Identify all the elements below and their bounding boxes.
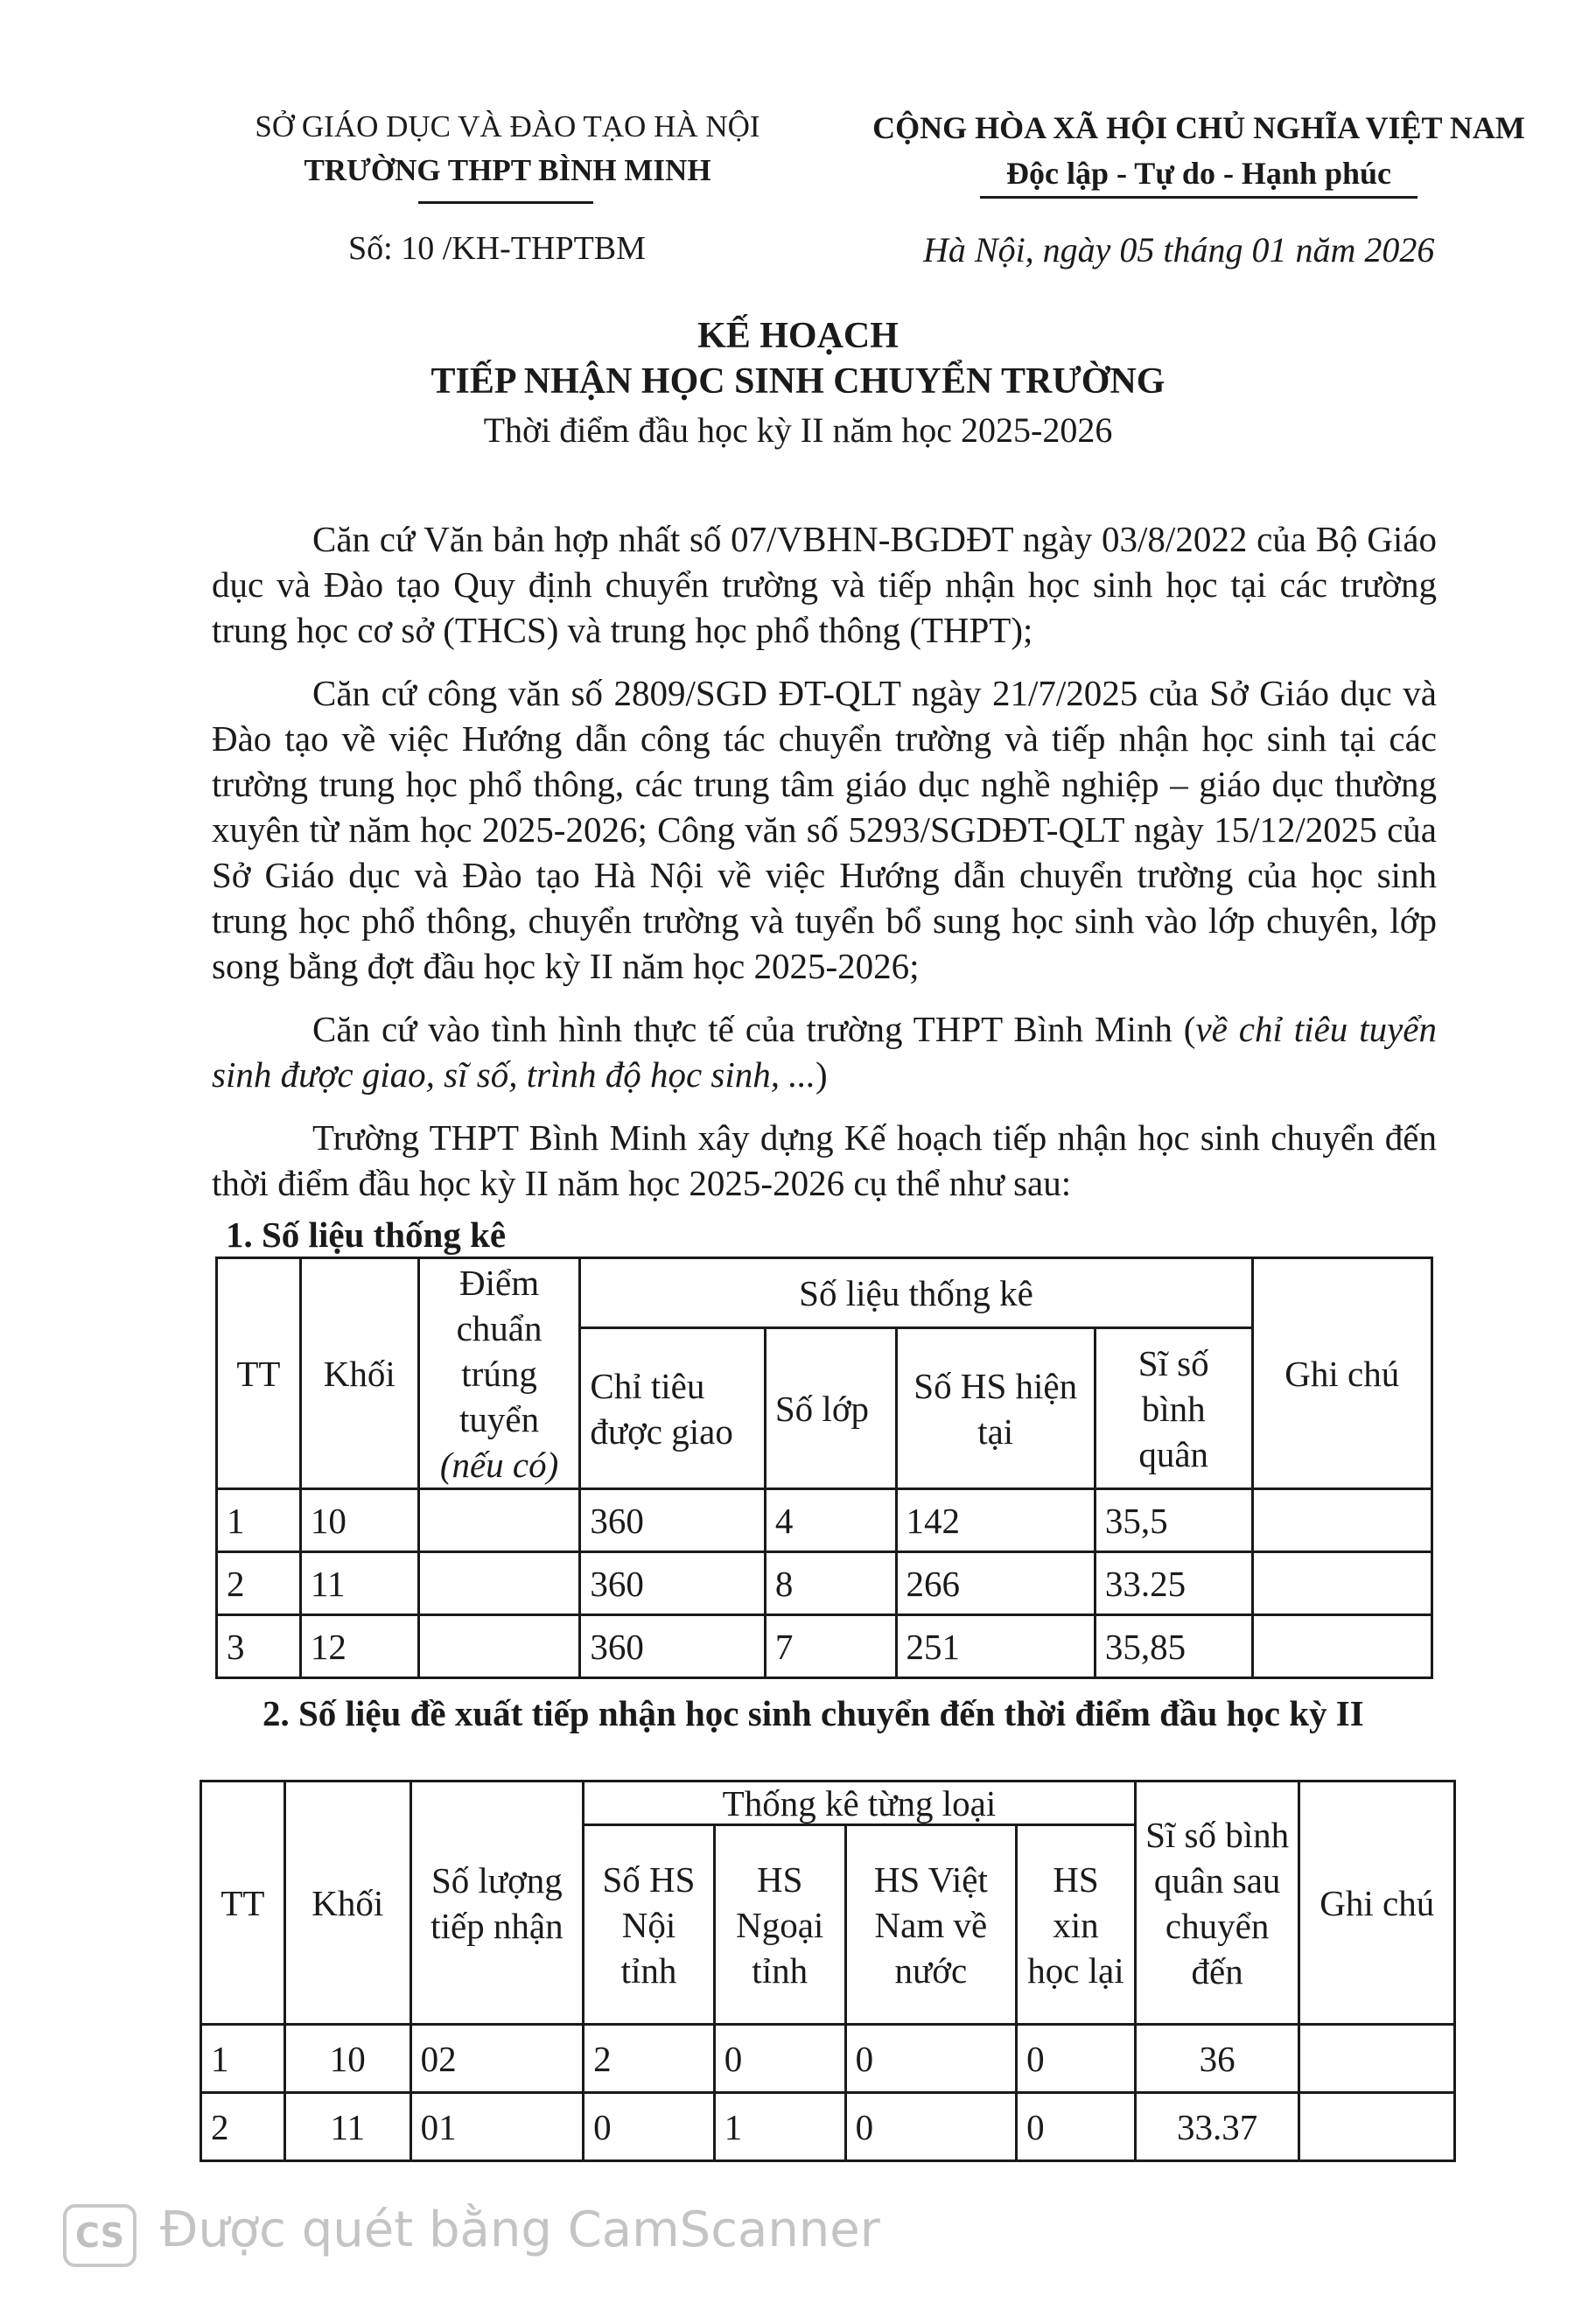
cell-si-so: 33.25 <box>1095 1552 1252 1615</box>
header-so-luong: Số lượng tiếp nhận <box>410 1782 584 2025</box>
cell-khoi: 11 <box>284 2093 410 2161</box>
header-right-rule <box>980 196 1418 199</box>
table-row <box>201 2025 1455 2093</box>
cell-chi-tieu: 360 <box>580 1615 765 1678</box>
cell-viet-nam: 0 <box>845 2025 1016 2093</box>
cell-so-lop: 7 <box>765 1615 896 1678</box>
cell-noi-tinh: 0 <box>584 2093 715 2161</box>
cell-tt: 2 <box>201 2093 285 2161</box>
table-row <box>217 1489 1432 1552</box>
proposal-table <box>200 1780 1456 2162</box>
table-header-row <box>201 1782 1455 1825</box>
document-body <box>212 516 1437 1223</box>
section-1-heading: 1. Số liệu thống kê <box>226 1214 507 1255</box>
cell-chi-tieu: 360 <box>580 1552 765 1615</box>
table-header-row <box>217 1258 1432 1328</box>
document-subject: TIẾP NHẬN HỌC SINH CHUYỂN TRƯỜNG <box>430 361 1166 402</box>
issuing-authority <box>201 105 814 192</box>
cell-xin-hoc-lai: 0 <box>1017 2025 1136 2093</box>
section-2-heading: 2. Số liệu đề xuất tiếp nhận học sinh chuyển đến thời điểm đầu học kỳ II <box>262 1693 1364 1733</box>
header-noi-tinh: Số HS Nội tỉnh <box>584 1825 715 2025</box>
header-diem-chuan-label: Điểm chuẩn trúng tuyển <box>456 1262 542 1439</box>
cell-so-luong: 02 <box>410 2025 584 2093</box>
header-thong-ke-group: Thống kê từng loại <box>584 1782 1136 1825</box>
cell-tt: 1 <box>201 2025 285 2093</box>
header-tt: TT <box>217 1258 301 1489</box>
cell-khoi: 10 <box>284 2025 410 2093</box>
cell-ngoai-tinh: 1 <box>714 2093 845 2161</box>
cell-tt: 3 <box>217 1615 301 1678</box>
plan-intro: Trường THPT Bình Minh xây dựng Kế hoạch tiếp nhận học sinh chuyển đến thời điểm đầu học kỳ II năm học 2025-2026 cụ thể như sau: <box>212 1117 1437 1203</box>
header-so-lieu-group: Số liệu thống kê <box>580 1258 1252 1328</box>
document-period: Thời điểm đầu học kỳ II năm học 2025-2026 <box>483 410 1113 450</box>
cell-so-hs: 142 <box>896 1489 1095 1552</box>
cell-so-hs: 266 <box>896 1552 1095 1615</box>
cell-chi-tieu: 360 <box>580 1489 765 1552</box>
table-row <box>217 1615 1432 1678</box>
table-row <box>217 1552 1432 1615</box>
cell-si-so-sau: 36 <box>1135 2025 1299 2093</box>
basis-3-close: ) <box>816 1054 828 1095</box>
cell-khoi: 10 <box>300 1489 418 1552</box>
header-khoi: Khối <box>284 1782 410 2025</box>
header-diem-chuan <box>418 1258 580 1489</box>
school-name: TRƯỜNG THPT BÌNH MINH <box>304 153 711 187</box>
cell-ghi-chu <box>1299 2025 1455 2093</box>
cell-ghi-chu <box>1299 2093 1455 2161</box>
cell-ghi-chu <box>1252 1552 1432 1615</box>
cell-so-luong: 01 <box>410 2093 584 2161</box>
cell-so-hs: 251 <box>896 1615 1095 1678</box>
statistics-table <box>215 1256 1433 1679</box>
legal-basis-2: Căn cứ công văn số 2809/SGD ĐT-QLT ngày 21/7/2025 của Sở Giáo dục và Đào tạo về việc Hướng dẫn công tác chuyển trường và tiếp nhận học sinh tại các trường trung học phổ thông, các trung tâm giáo dục nghề nghiệp – giáo dục thường xuyên từ năm học 2025-2026; Công văn số 5293/SGDĐT-QLT ngày 15/12/2025 của Sở Giáo dục và Đào tạo Hà Nội về việc Hướng dẫn chuyển trường của học sinh trung học phổ thông, chuyển trường và tuyển bổ sung học sinh vào lớp chuyên, lớp song bằng đợt đầu học kỳ II năm học 2025-2026; <box>212 673 1437 986</box>
cell-ghi-chu <box>1252 1615 1432 1678</box>
header-si-so-sau: Sĩ số bình quân sau chuyển đến <box>1135 1782 1299 2025</box>
cell-ngoai-tinh: 0 <box>714 2025 845 2093</box>
cell-si-so: 35,5 <box>1095 1489 1252 1552</box>
cell-diem <box>418 1615 580 1678</box>
header-so-lop: Số lớp <box>765 1328 896 1489</box>
department-name: SỞ GIÁO DỤC VÀ ĐÀO TẠO HÀ NỘI <box>255 109 760 144</box>
cell-diem <box>418 1552 580 1615</box>
cell-noi-tinh: 2 <box>584 2025 715 2093</box>
basis-3-text: Căn cứ vào tình hình thực tế của trường THPT Bình Minh ( <box>312 1009 1196 1049</box>
header-xin-hoc-lai: HS xin học lại <box>1017 1825 1136 2025</box>
legal-basis-3 <box>212 1006 1437 1097</box>
header-tt: TT <box>201 1782 285 2025</box>
cell-tt: 2 <box>217 1552 301 1615</box>
cell-ghi-chu <box>1252 1489 1432 1552</box>
cell-khoi: 11 <box>300 1552 418 1615</box>
document-title: KẾ HOẠCH <box>697 316 899 356</box>
cell-viet-nam: 0 <box>845 2093 1016 2161</box>
national-heading <box>840 105 1558 196</box>
cell-si-so-sau: 33.37 <box>1135 2093 1299 2161</box>
header-khoi: Khối <box>300 1258 418 1489</box>
header-chi-tieu: Chỉ tiêu được giao <box>580 1328 765 1489</box>
country-name: CỘNG HÒA XÃ HỘI CHỦ NGHĨA VIỆT NAM <box>872 110 1525 145</box>
cell-so-lop: 4 <box>765 1489 896 1552</box>
document-date: Hà Nội, ngày 05 tháng 01 năm 2026 <box>923 230 1435 270</box>
cell-xin-hoc-lai: 0 <box>1017 2093 1136 2161</box>
header-viet-nam-ve-nuoc: HS Việt Nam về nước <box>845 1825 1016 2025</box>
header-ngoai-tinh: HS Ngoại tỉnh <box>714 1825 845 2025</box>
national-motto: Độc lập - Tự do - Hạnh phúc <box>1005 156 1392 191</box>
cell-diem <box>418 1489 580 1552</box>
cell-so-lop: 8 <box>765 1552 896 1615</box>
scanner-watermark-text: Được quét bằng CamScanner <box>160 2202 880 2258</box>
header-si-so: Sĩ số bình quân <box>1095 1328 1252 1489</box>
camscanner-logo-icon: CS <box>63 2204 136 2267</box>
cell-tt: 1 <box>217 1489 301 1552</box>
basis-3-italic: về chỉ tiêu tuyển sinh được giao, sĩ số, trình độ học sinh, ... <box>212 1009 1437 1095</box>
header-neu-co: (nếu có) <box>439 1444 559 1485</box>
header-so-hs: Số HS hiện tại <box>896 1328 1095 1489</box>
header-ghi-chu: Ghi chú <box>1299 1782 1455 2025</box>
table-row <box>201 2093 1455 2161</box>
document-number: Số: 10 /KH-THPTBM <box>348 230 646 267</box>
legal-basis-1: Căn cứ Văn bản hợp nhất số 07/VBHN-BGDĐT ngày 03/8/2022 của Bộ Giáo dục và Đào tạo Quy định chuyển trường và tiếp nhận học sinh học tại các trường trung học cơ sở (THCS) và trung học phổ thông (THPT); <box>212 519 1437 650</box>
header-ghi-chu: Ghi chú <box>1252 1258 1432 1489</box>
header-left-rule <box>418 201 593 204</box>
cell-khoi: 12 <box>300 1615 418 1678</box>
cell-si-so: 35,85 <box>1095 1615 1252 1678</box>
